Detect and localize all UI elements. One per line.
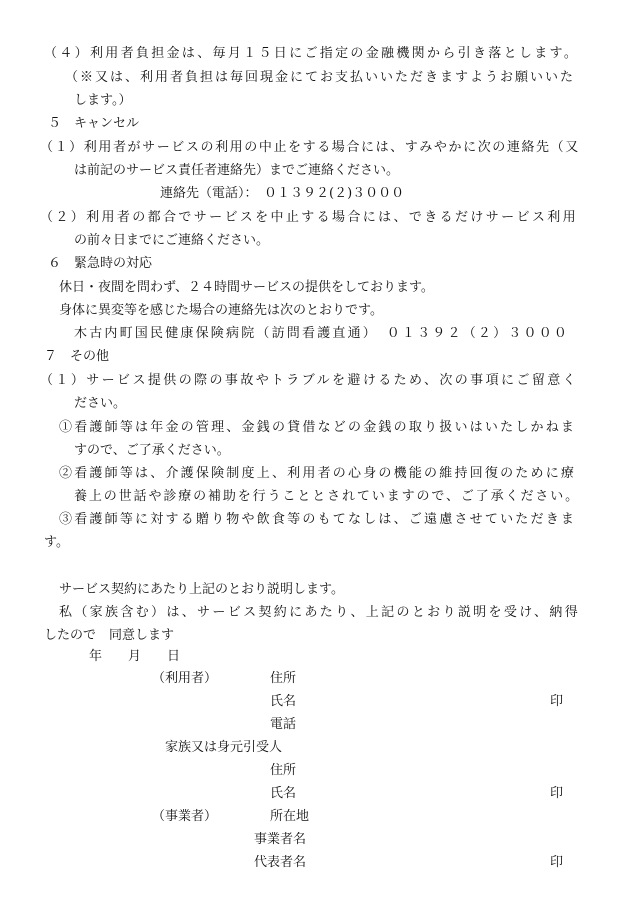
text-line: ①看護師等は年金の管理、金銭の貸借などの金銭の取り扱いはいたしかねま [59, 420, 577, 435]
text-line: 代表者名 [254, 855, 307, 870]
text-line: したので 同意します [44, 628, 175, 643]
text-line: 印 [550, 694, 564, 709]
text-line: は前記のサービス責任者連絡先）までご連絡ください。 [74, 163, 400, 178]
text-line: 所在地 [270, 809, 310, 824]
text-line: の前々日までにご連絡ください。 [74, 233, 270, 248]
text-line: ②看護師等は、介護保険制度上、利用者の心身の機能の維持回復のために療 [59, 466, 577, 481]
text-line: 年 月 日 [89, 649, 181, 664]
text-line: （１）サービス提供の際の事故やトラブルを避けるため、次の事項にご留意く [40, 373, 579, 388]
text-line: （４）利用者負担金は、毎月１５日にご指定の金融機関から引き落とします。 [44, 46, 580, 61]
text-line: ７ その他 [44, 349, 110, 364]
text-line: 氏名 [270, 786, 297, 801]
text-line: （事業者） [152, 809, 218, 824]
text-line: 養上の世話や診療の補助を行うこととされていますので、ご了承ください。 [74, 489, 581, 504]
text-line: ６ 緊急時の対応 [48, 256, 153, 271]
text-line: 印 [550, 855, 564, 870]
text-line: 連絡先（電話）： ０１３９２(２)３０００ [160, 186, 405, 201]
text-line: 氏名 [270, 694, 297, 709]
text-line: すので、ご了承ください。 [74, 443, 230, 458]
text-line: 印 [550, 786, 564, 801]
text-line: します。） [74, 93, 132, 108]
text-line: 事業者名 [254, 832, 307, 847]
text-line: 休日・夜間を問わず、２４時間サービスの提供をしております。 [59, 280, 434, 295]
text-line: 木古内町国民健康保険病院（訪問看護直通） ０１３９２（２）３０００ [74, 326, 570, 341]
text-line: ③看護師等に対する贈り物や飲食等のもてなしは、ご遠慮させていただきま [59, 512, 577, 527]
text-line: 私（家族含む）は、サービス契約にあたり、上記のとおり説明を受け、納得 [59, 605, 581, 620]
text-line: ださい。 [74, 396, 127, 411]
text-line: サービス契約にあたり上記のとおり説明します。 [59, 582, 344, 597]
text-line: す。 [44, 535, 69, 550]
text-line: 家族又は身元引受人 [165, 740, 283, 755]
text-line: 住所 [270, 671, 297, 686]
text-line: 身体に異変等を感じた場合の連絡先は次のとおりです。 [59, 303, 383, 318]
text-line: （※又は、利用者負担は毎回現金にてお支払いいただきますようお願いいた [65, 70, 576, 85]
text-line: ５ キャンセル [48, 116, 140, 131]
text-line: （利用者） [152, 671, 218, 686]
text-line: （１）利用者がサービスの利用の中止をする場合には、すみやかに次の連絡先（又 [40, 140, 580, 155]
text-line: 電話 [270, 717, 297, 732]
text-line: 住所 [270, 763, 297, 778]
text-line: （２）利用者の都合でサービスを中止する場合には、できるだけサービス利用 [40, 210, 578, 225]
